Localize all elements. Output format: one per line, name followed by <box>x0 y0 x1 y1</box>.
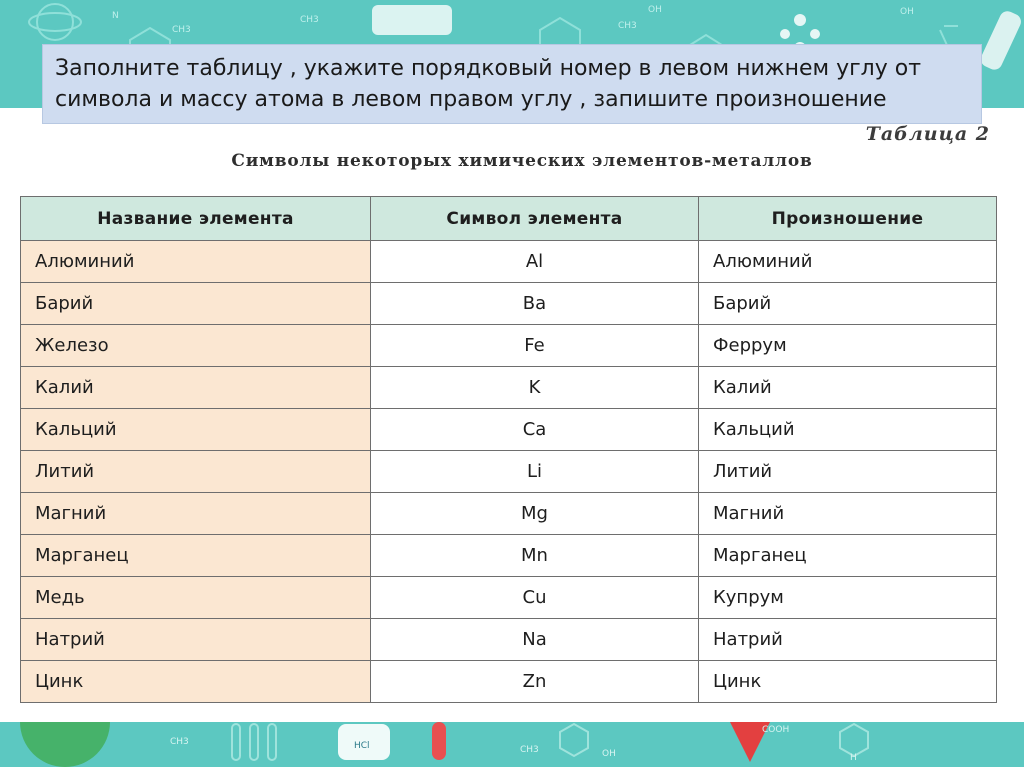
decor-label: CH3 <box>520 745 539 755</box>
element-symbol-cell: Mg <box>371 493 699 535</box>
element-symbol-cell: Na <box>371 619 699 661</box>
element-name-cell: Калий <box>21 367 371 409</box>
pronunciation-cell: Цинк <box>699 661 997 703</box>
decor-label: OH <box>602 749 616 759</box>
table-row <box>21 493 997 535</box>
element-symbol-cell: Fe <box>371 325 699 367</box>
table-row <box>21 409 997 451</box>
pronunciation-cell: Феррум <box>699 325 997 367</box>
bottom-decor-band <box>0 722 1024 767</box>
element-symbol-cell: K <box>371 367 699 409</box>
decor-label: OH <box>648 5 662 15</box>
pronunciation-cell: Натрий <box>699 619 997 661</box>
decor-label: H <box>850 753 857 763</box>
element-symbol-cell: Ca <box>371 409 699 451</box>
table-header-row <box>21 197 997 241</box>
table-caption: Таблица 2 <box>865 123 990 145</box>
decor-label: CH3 <box>618 21 637 31</box>
pronunciation-cell: Барий <box>699 283 997 325</box>
pronunciation-cell: Марганец <box>699 535 997 577</box>
pronunciation-cell: Магний <box>699 493 997 535</box>
decor-label: CH3 <box>170 737 189 747</box>
decor-label: HCl <box>354 741 370 751</box>
table-row <box>21 241 997 283</box>
pronunciation-cell: Алюминий <box>699 241 997 283</box>
element-name-cell: Медь <box>21 577 371 619</box>
pronunciation-cell: Купрум <box>699 577 997 619</box>
table-row <box>21 577 997 619</box>
element-name-cell: Алюминий <box>21 241 371 283</box>
table-row <box>21 367 997 409</box>
element-symbol-cell: Li <box>371 451 699 493</box>
instruction-line: символа и массу атома в левом правом углу , запишите произношение <box>55 87 887 112</box>
element-symbol-cell: Ba <box>371 283 699 325</box>
element-name-cell: Барий <box>21 283 371 325</box>
table-row <box>21 535 997 577</box>
element-symbol-cell: Zn <box>371 661 699 703</box>
decor-label: OH <box>900 7 914 17</box>
instruction-box <box>42 44 982 124</box>
decor-label: CH3 <box>300 15 319 25</box>
table-row <box>21 283 997 325</box>
decor-label: CH3 <box>172 25 191 35</box>
pronunciation-cell: Калий <box>699 367 997 409</box>
element-name-cell: Литий <box>21 451 371 493</box>
element-name-cell: Железо <box>21 325 371 367</box>
element-symbol-cell: Cu <box>371 577 699 619</box>
pronunciation-cell: Литий <box>699 451 997 493</box>
element-name-cell: Цинк <box>21 661 371 703</box>
instruction-line: Заполните таблицу , укажите порядковый номер в левом нижнем углу от <box>55 56 922 81</box>
element-name-cell: Натрий <box>21 619 371 661</box>
element-name-cell: Магний <box>21 493 371 535</box>
element-symbol-cell: Mn <box>371 535 699 577</box>
table-row <box>21 325 997 367</box>
table-row <box>21 661 997 703</box>
decor-label: N <box>112 11 119 21</box>
pronunciation-cell: Кальций <box>699 409 997 451</box>
decor-label: COOH <box>762 725 790 735</box>
table-row <box>21 619 997 661</box>
element-name-cell: Марганец <box>21 535 371 577</box>
table-row <box>21 451 997 493</box>
element-name-cell: Кальций <box>21 409 371 451</box>
element-symbol-cell: Al <box>371 241 699 283</box>
chemistry-pattern-bottom <box>0 722 1024 767</box>
header-symbol: Символ элемента <box>371 197 699 241</box>
header-pronunciation: Произношение <box>699 197 997 241</box>
header-name: Название элемента <box>21 197 371 241</box>
elements-table <box>20 196 997 703</box>
table-title: Символы некоторых химических элементов-металлов <box>231 151 813 171</box>
